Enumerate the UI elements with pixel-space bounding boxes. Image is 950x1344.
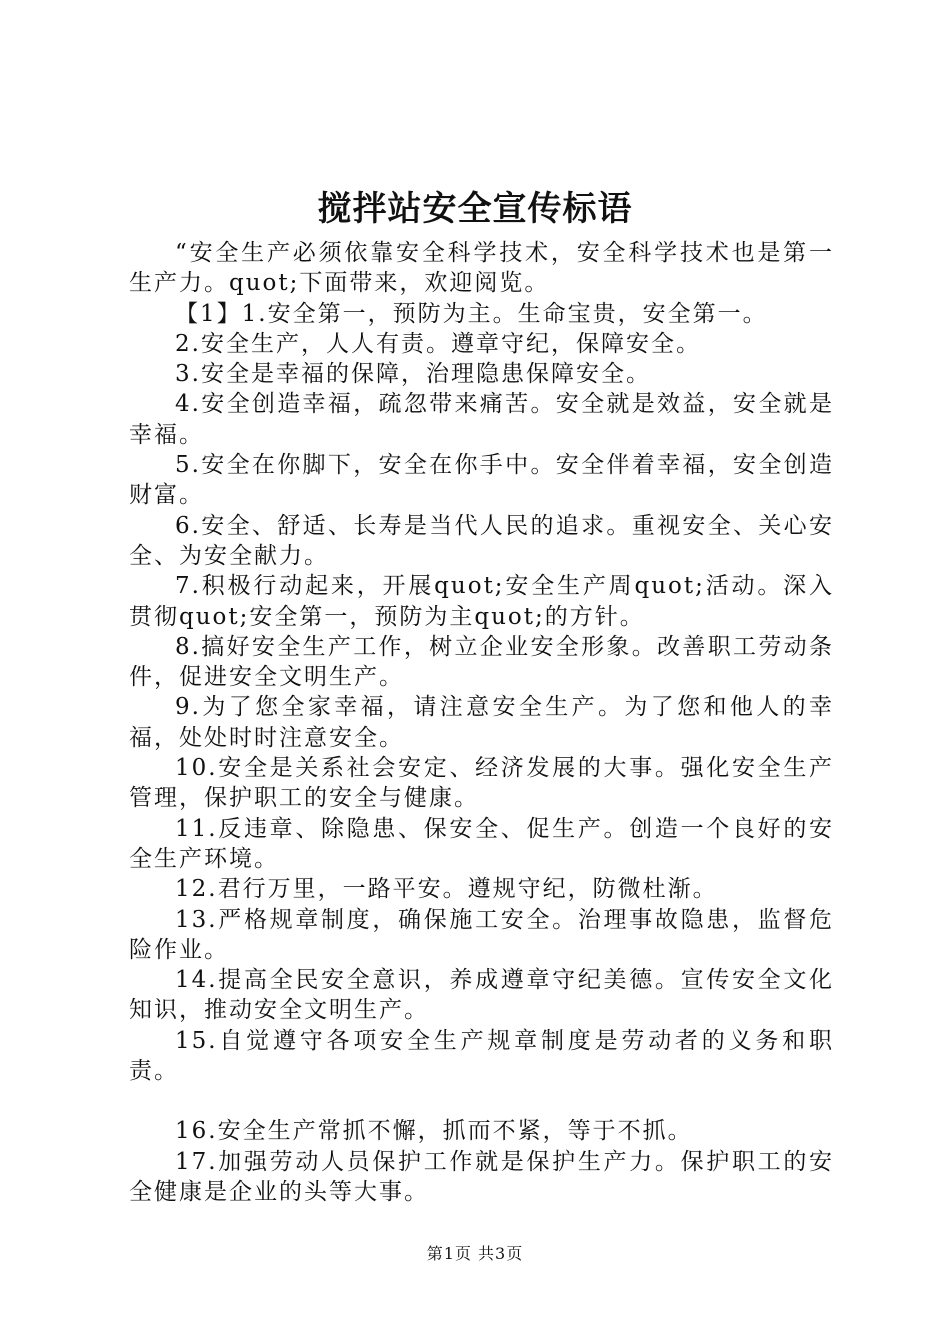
- intro-paragraph: “安全生产必须依靠安全科学技术，安全科学技术也是第一生产力。quot;下面带来，欢迎阅览。: [129, 240, 834, 297]
- slogan-item: 3.安全是幸福的保障，治理隐患保障安全。: [175, 361, 651, 388]
- page-title: 搅拌站安全宣传标语: [317, 189, 633, 229]
- slogan-item: 【1】1.安全第一，预防为主。生命宝贵，安全第一。: [175, 300, 768, 327]
- slogan-item: 12.君行万里，一路平安。遵规守纪，防微杜渐。: [175, 876, 718, 903]
- slogan-item: 14.提高全民安全意识，养成遵章守纪美德。宣传安全文化知识，推动安全文明生产。: [129, 967, 834, 1024]
- slogan-item: 8.搞好安全生产工作，树立企业安全形象。改善职工劳动条件，促进安全文明生产。: [129, 633, 834, 691]
- slogan-item: 6.安全、舒适、长寿是当代人民的追求。重视安全、关心安全、为安全献力。: [129, 512, 834, 569]
- slogan-item: 15.自觉遵守各项安全生产规章制度是劳动者的义务和职责。: [129, 1027, 834, 1085]
- slogan-item: 7.积极行动起来，开展quot;安全生产周quot;活动。深入贯彻quot;安全第一，预防为主quot;的方针。: [129, 573, 834, 630]
- slogan-item: 11.反违章、除隐患、保安全、促生产。创造一个良好的安全生产环境。: [129, 815, 834, 872]
- slogan-item: 16.安全生产常抓不懈，抓而不紧，等于不抓。: [175, 1118, 693, 1145]
- document-body: [129, 238, 834, 1207]
- slogan-item: 9.为了您全家幸福，请注意安全生产。为了您和他人的幸福，处处时时注意安全。: [129, 694, 834, 751]
- page-footer: 第1页 共3页: [426, 1244, 524, 1263]
- slogan-item: 17.加强劳动人员保护工作就是保护生产力。保护职工的安全健康是企业的头等大事。: [129, 1148, 834, 1205]
- slogan-item: 4.安全创造幸福，疏忽带来痛苦。安全就是效益，安全就是幸福。: [129, 391, 834, 448]
- slogan-item: 2.安全生产，人人有责。遵章守纪，保障安全。: [175, 330, 701, 357]
- slogan-item: 10.安全是关系社会安定、经济发展的大事。强化安全生产管理，保护职工的安全与健康。: [129, 755, 834, 812]
- slogan-item: 5.安全在你脚下，安全在你手中。安全伴着幸福，安全创造财富。: [129, 452, 834, 509]
- slogan-item: 13.严格规章制度，确保施工安全。治理事故隐患，监督危险作业。: [129, 906, 834, 963]
